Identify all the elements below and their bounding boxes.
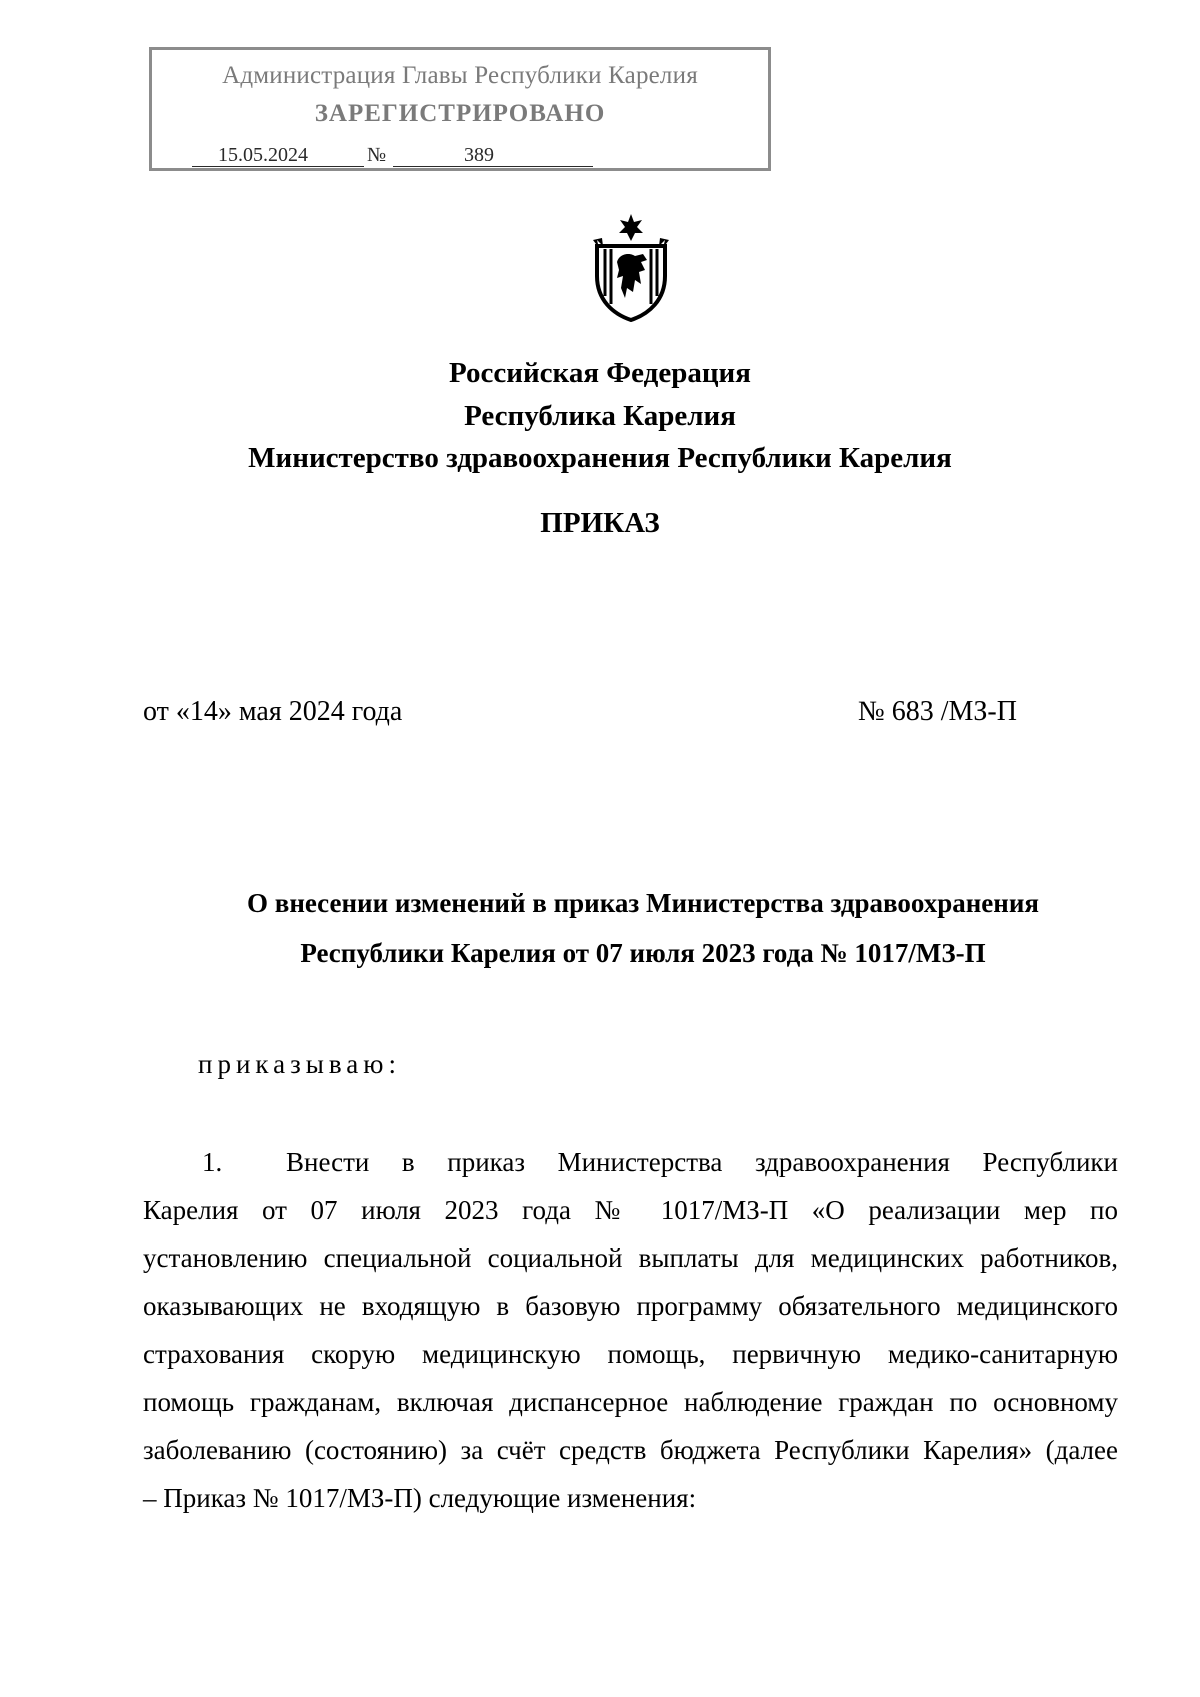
item-1-line-6: помощь гражданам, включая диспансерное наблюдение граждан по основному bbox=[143, 1387, 1118, 1417]
header-republic: Республика Карелия bbox=[464, 400, 736, 432]
karelia-coat-of-arms-icon bbox=[585, 214, 677, 322]
header-country: Российская Федерация bbox=[449, 357, 751, 389]
item-1-line-1 bbox=[202, 1144, 1118, 1180]
item-1-text: Внести в приказ Министерства здравоохранения Республики bbox=[286, 1147, 1118, 1177]
document-type: ПРИКАЗ bbox=[540, 507, 660, 539]
stamp-authority: Администрация Главы Республики Карелия bbox=[222, 62, 698, 89]
item-1-line-2: Карелия от 07 июля 2023 года № 1017/МЗ-П «О реализации мер по bbox=[143, 1195, 1118, 1225]
stamp-date-underline bbox=[192, 166, 364, 167]
stamp-number-underline bbox=[393, 166, 593, 167]
item-1-line-7: заболеванию (состоянию) за счёт средств бюджета Республики Карелия» (далее bbox=[143, 1435, 1118, 1465]
stamp-number: 389 bbox=[464, 144, 494, 166]
command-word: приказываю: bbox=[198, 1049, 401, 1079]
stamp-registered: ЗАРЕГИСТРИРОВАНО bbox=[314, 100, 606, 127]
order-number: № 683 /МЗ-П bbox=[858, 696, 1017, 727]
order-date: от «14» мая 2024 года bbox=[143, 696, 403, 727]
stamp-date: 15.05.2024 bbox=[218, 144, 308, 166]
header-ministry: Министерство здравоохранения Республики Карелия bbox=[248, 442, 952, 474]
item-number: 1. bbox=[202, 1147, 223, 1177]
item-1-line-8: – Приказ № 1017/МЗ-П) следующие изменения: bbox=[143, 1483, 697, 1513]
subject-line-2: Республики Карелия от 07 июля 2023 года № 1017/МЗ-П bbox=[300, 938, 986, 968]
stamp-registration-row bbox=[192, 144, 750, 170]
stamp-number-sign: № bbox=[367, 144, 387, 166]
item-1-line-4: оказывающих не входящую в базовую программу обязательного медицинского bbox=[143, 1291, 1118, 1321]
subject-line-1: О внесении изменений в приказ Министерства здравоохранения bbox=[246, 888, 1039, 918]
item-1-line-5: страхования скорую медицинскую помощь, первичную медико-санитарную bbox=[143, 1339, 1118, 1369]
registration-stamp bbox=[149, 47, 771, 171]
item-1-line-3: установлению специальной социальной выплаты для медицинских работников, bbox=[143, 1243, 1118, 1273]
